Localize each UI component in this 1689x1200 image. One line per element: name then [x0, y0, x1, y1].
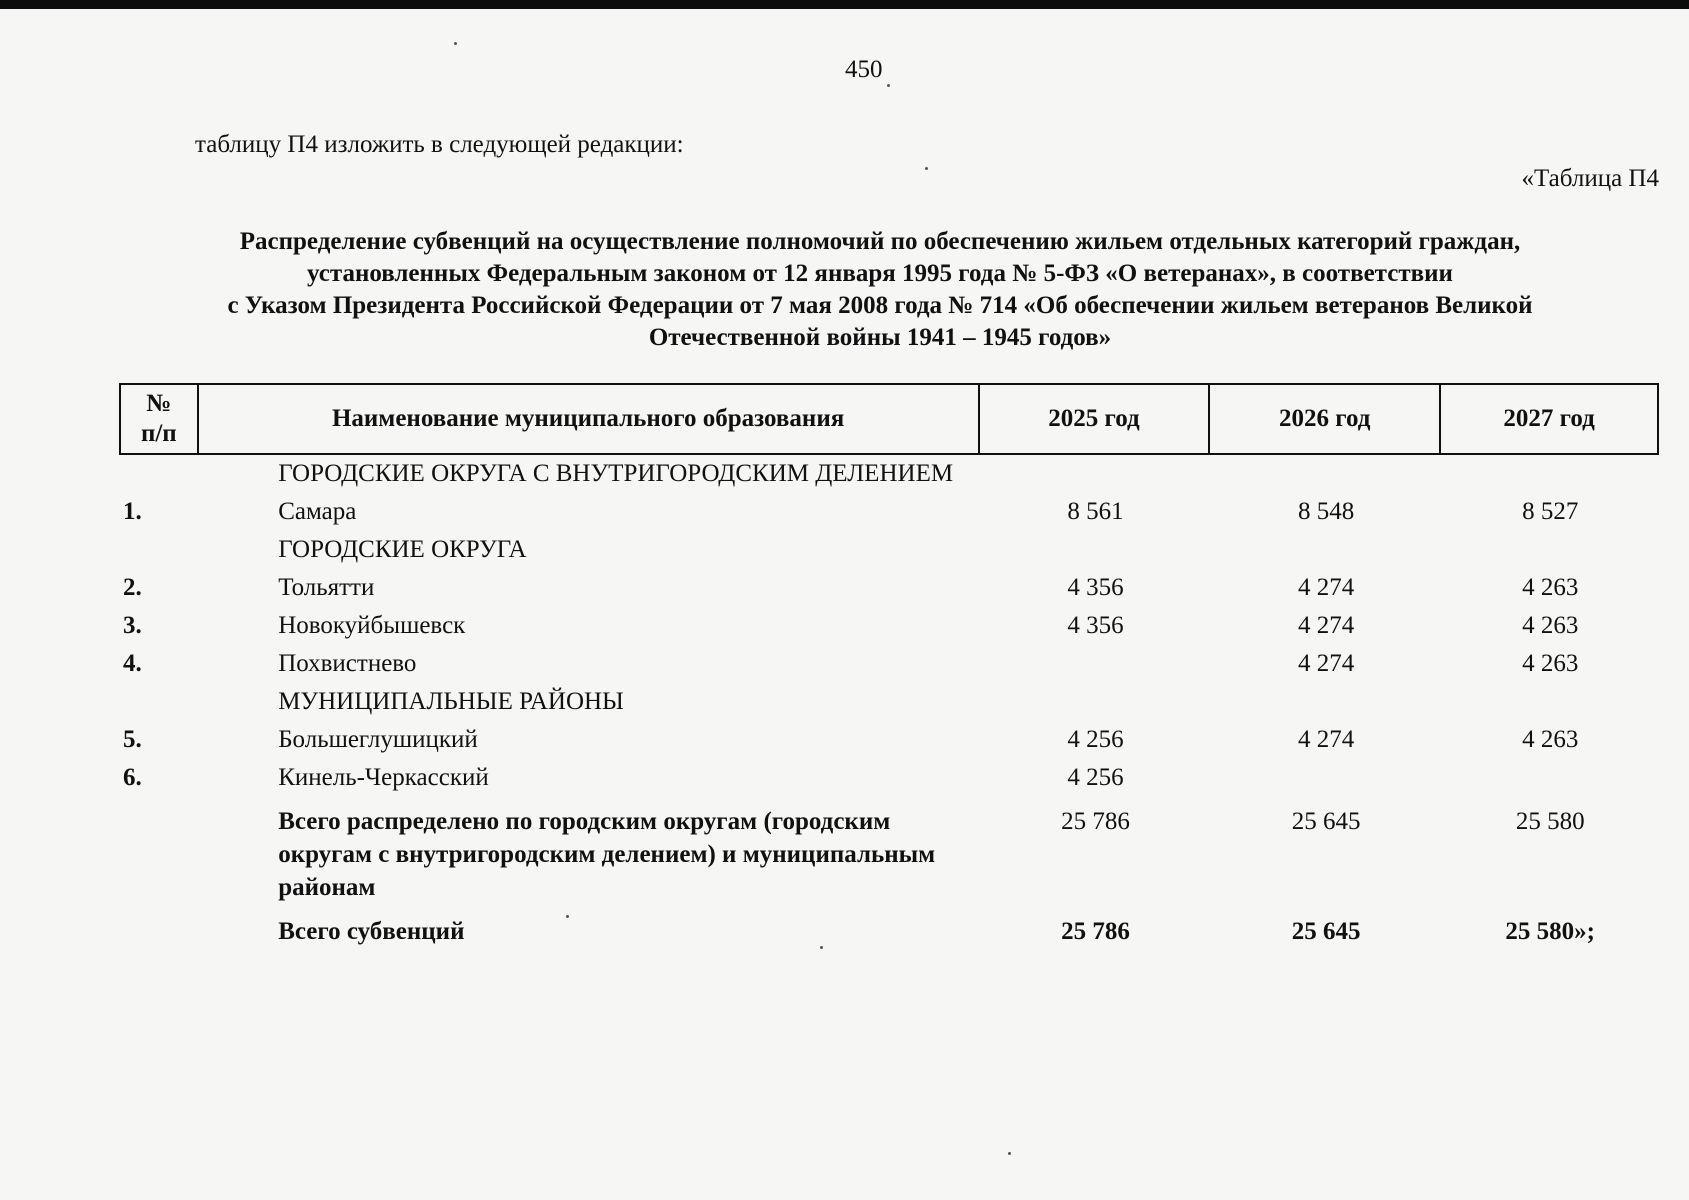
heading-line: Отечественной войны 1941 – 1945 годов»: [648, 324, 1112, 351]
section-title: ГОРОДСКИЕ ОКРУГА С ВНУТРИГОРОДСКИМ ДЕЛЕНИЕМ: [278, 460, 954, 487]
municipality-name: Всего распределено по городским округам (городским округам с внутригородским делением) и муниципальным районам: [278, 808, 936, 901]
table-row: [119, 645, 1659, 683]
table-header: [119, 383, 1659, 455]
heading-line: Распределение субвенций на осуществление полномочий по обеспечению жильем отдельных категорий граждан,: [239, 228, 1521, 255]
row-index: 5.: [123, 726, 142, 753]
heading-line: с Указом Президента Российской Федерации от 7 мая 2008 года № 714 «Об обеспечении жильем ветеранов Великой: [227, 292, 1533, 319]
municipality-name: Большеглушицкий: [278, 726, 478, 753]
value-2027: 4 263: [1522, 726, 1579, 753]
municipality-name: Кинель-Черкасский: [278, 764, 489, 791]
header-2026: 2026 год: [1209, 384, 1440, 454]
municipality-name: Новокуйбышевск: [278, 612, 466, 639]
page-number: 450: [845, 56, 883, 83]
value-2025: 25 786: [1061, 808, 1130, 835]
header-2027: 2027 год: [1440, 384, 1658, 454]
value-2026: 4 274: [1297, 650, 1355, 677]
section-row: [119, 531, 1659, 569]
value-2027: 25 580: [1515, 808, 1585, 835]
row-index: [119, 913, 195, 957]
row-index: [119, 683, 195, 721]
value-2025: 8 561: [1067, 498, 1124, 525]
value-2025: [980, 645, 1211, 683]
header-number-line2: п/п: [140, 420, 177, 447]
value-2026: [1211, 759, 1442, 797]
intro-text: таблицу П4 изложить в следующей редакции:: [195, 131, 684, 158]
municipality-name: Самара: [278, 498, 357, 525]
row-index: 3.: [123, 612, 142, 639]
table-row: [119, 607, 1659, 645]
row-index: 4.: [123, 650, 142, 677]
value-2027: 4 263: [1522, 650, 1579, 677]
header-name: Наименование муниципального образования: [198, 384, 979, 454]
table-row: [119, 569, 1659, 607]
row-index: [119, 531, 195, 569]
table-body: [119, 455, 1659, 957]
section-title: МУНИЦИПАЛЬНЫЕ РАЙОНЫ: [278, 688, 624, 715]
header-number-line1: №: [146, 390, 172, 417]
value-2027: 8 527: [1522, 498, 1579, 525]
value-2025: 4 256: [1067, 764, 1124, 791]
table-row: [119, 759, 1659, 797]
value-2027: [1441, 759, 1659, 797]
scan-speck: [454, 42, 457, 45]
municipality-name: Всего субвенций: [278, 918, 465, 945]
value-2026: 4 274: [1297, 612, 1355, 639]
value-2026: 4 274: [1297, 574, 1355, 601]
municipality-name: Тольятти: [278, 574, 375, 601]
row-index: 2.: [123, 574, 142, 601]
scan-speck: [887, 84, 890, 87]
header-2025: 2025 год: [979, 384, 1210, 454]
value-2027: 4 263: [1522, 574, 1579, 601]
value-2026: 25 645: [1291, 808, 1361, 835]
value-2025: 25 786: [1061, 918, 1130, 945]
table-heading: [110, 226, 1650, 354]
row-index: 1.: [123, 498, 142, 525]
scan-speck: [1008, 1152, 1011, 1155]
value-2026: 25 645: [1291, 918, 1361, 945]
scan-top-edge: [0, 0, 1689, 9]
value-2027: 25 580»;: [1505, 918, 1595, 945]
scan-speck: [566, 915, 569, 918]
municipality-name: Похвистнево: [278, 650, 417, 677]
section-title: ГОРОДСКИЕ ОКРУГА: [278, 536, 527, 563]
heading-line: установленных Федеральным законом от 12 января 1995 года № 5-ФЗ «О ветеранах», в соответствии: [307, 260, 1453, 287]
scan-speck: [925, 167, 928, 170]
row-index: 6.: [123, 764, 142, 791]
total-row: [119, 797, 1659, 913]
row-index: [119, 455, 195, 493]
row-index: [119, 797, 195, 913]
section-row: [119, 455, 1659, 493]
grand-total-row: [119, 913, 1659, 957]
value-2025: 4 356: [1067, 574, 1124, 601]
value-2025: 4 356: [1067, 612, 1124, 639]
value-2026: 4 274: [1297, 726, 1355, 753]
value-2027: 4 263: [1522, 612, 1579, 639]
table-label: «Таблица П4: [1521, 165, 1659, 192]
value-2026: 8 548: [1297, 498, 1355, 525]
scan-speck: [820, 946, 823, 949]
table-row: [119, 493, 1659, 531]
section-row: [119, 683, 1659, 721]
header-number: [120, 384, 198, 454]
value-2025: 4 256: [1067, 726, 1124, 753]
table-row: [119, 721, 1659, 759]
